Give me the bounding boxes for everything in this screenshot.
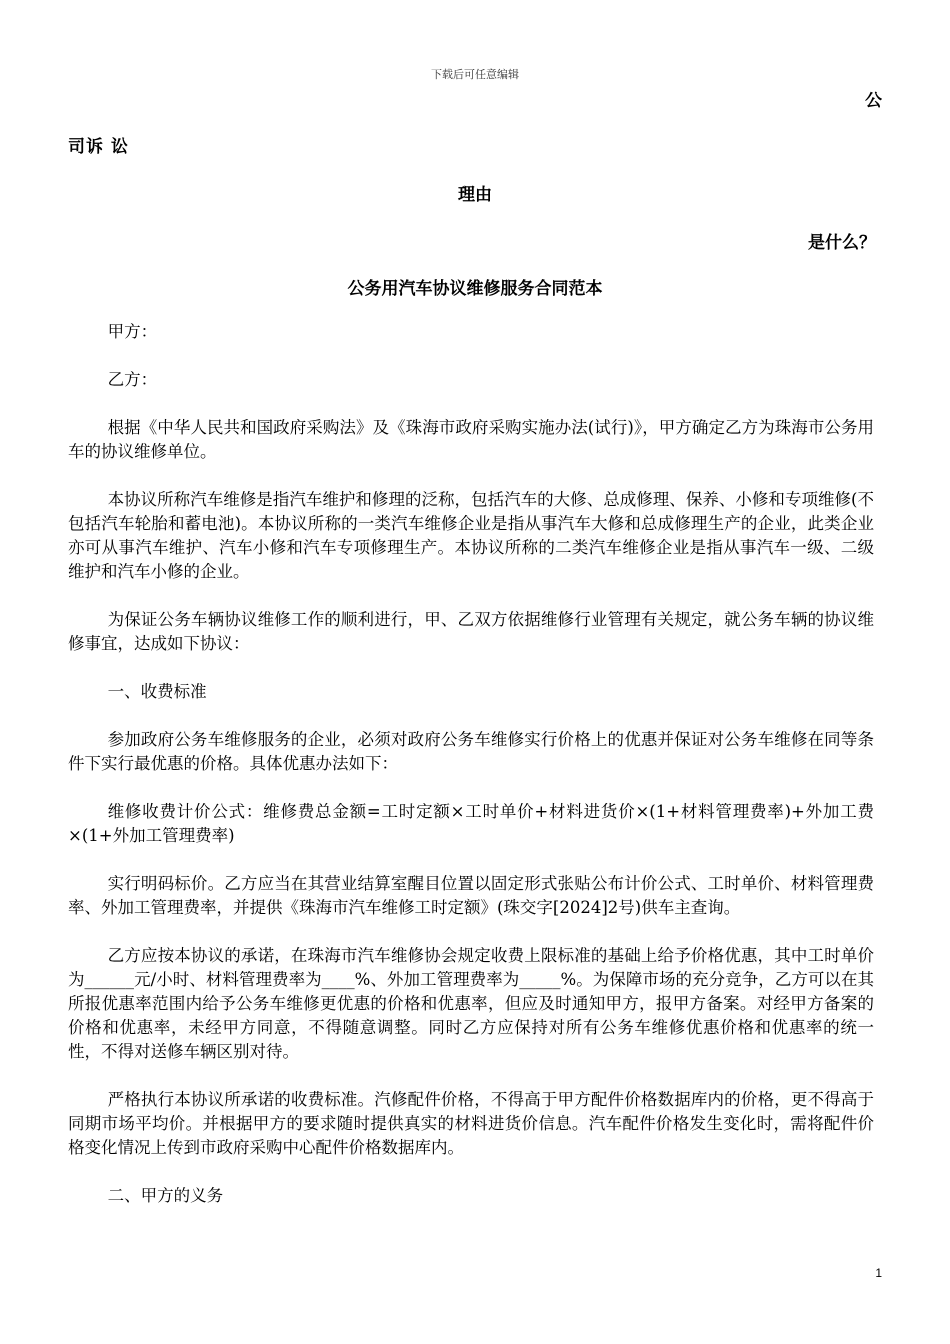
document-title: 公务用汽车协议维修服务合同范本 (347, 279, 603, 299)
heading-line-2: 司诉 讼 (68, 137, 129, 157)
paragraph: 严格执行本协议所承诺的收费标准。汽修配件价格，不得高于甲方配件价格数据库内的价格，更不得高于同期市场平均价。并根据甲方的要求随时提供真实的材料进货价信息。汽车配件价格发生变化时，需将配件价格变化情况上传到市政府采购中心配件价格数据库内。 (68, 1090, 874, 1157)
paragraph: 实行明码标价。乙方应当在其营业结算室醒目位置以固定形式张贴公布计价公式、工时单价、材料管理费率、外加工管理费率，并提供《珠海市汽车维修工时定额》(珠交字[2024]2号)供车主查询。 (68, 874, 874, 917)
heading-line-3: 理由 (458, 185, 492, 205)
heading-line-4: 是什么？ (808, 233, 876, 253)
paragraph: 乙方应按本协议的承诺，在珠海市汽车维修协会规定收费上限标准的基础上给予价格优惠，其中工时单价为______元/小时、材料管理费率为____%、外加工管理费率为_____%。为保障市场的充分竞争，乙方可以在其所报优惠率范围内给予公务车维修更优惠的价格和优惠率，但应及时通知甲方，报甲方备案。对经甲方备案的价格和优惠率，未经甲方同意，不得随意调整。同时乙方应保持对所有公务车维修优惠价格和优惠率的统一性，不得对送修车辆区别对待。 (68, 946, 874, 1061)
party-a-line: 甲方： (107, 322, 158, 341)
document-body (68, 320, 874, 1232)
party-b-line: 乙方： (107, 370, 158, 389)
paragraph: 为保证公务车辆协议维修工作的顺利进行，甲、乙双方依据维修行业管理有关规定，就公务车辆的协议维修事宜，达成如下协议： (68, 610, 874, 653)
section-heading: 一、收费标准 (107, 682, 207, 701)
section-heading: 二、甲方的义务 (107, 1186, 224, 1205)
page-number: 1 (875, 1266, 882, 1280)
paragraph: 参加政府公务车维修服务的企业，必须对政府公务车维修实行价格上的优惠并保证对公务车维修在同等条件下实行最优惠的价格。具体优惠办法如下： (68, 730, 874, 773)
heading-line-1: 公 (865, 91, 882, 111)
paragraph: 根据《中华人民共和国政府采购法》及《珠海市政府采购实施办法(试行)》，甲方确定乙方为珠海市公务用车的协议维修单位。 (68, 418, 874, 461)
paragraph: 维修收费计价公式：维修费总金额=工时定额×工时单价+材料进货价×(1+材料管理费率)+外加工费×(1+外加工管理费率) (68, 802, 874, 845)
paragraph: 本协议所称汽车维修是指汽车维护和修理的泛称，包括汽车的大修、总成修理、保养、小修和专项维修(不包括汽车轮胎和蓄电池)。本协议所称的一类汽车维修企业是指从事汽车大修和总成修理生产的企业，此类企业亦可从事汽车维护、汽车小修和汽车专项修理生产。本协议所称的二类汽车维修企业是指从事汽车一级、二级维护和汽车小修的企业。 (68, 490, 874, 581)
header-note: 下载后可任意编辑 (431, 68, 519, 81)
